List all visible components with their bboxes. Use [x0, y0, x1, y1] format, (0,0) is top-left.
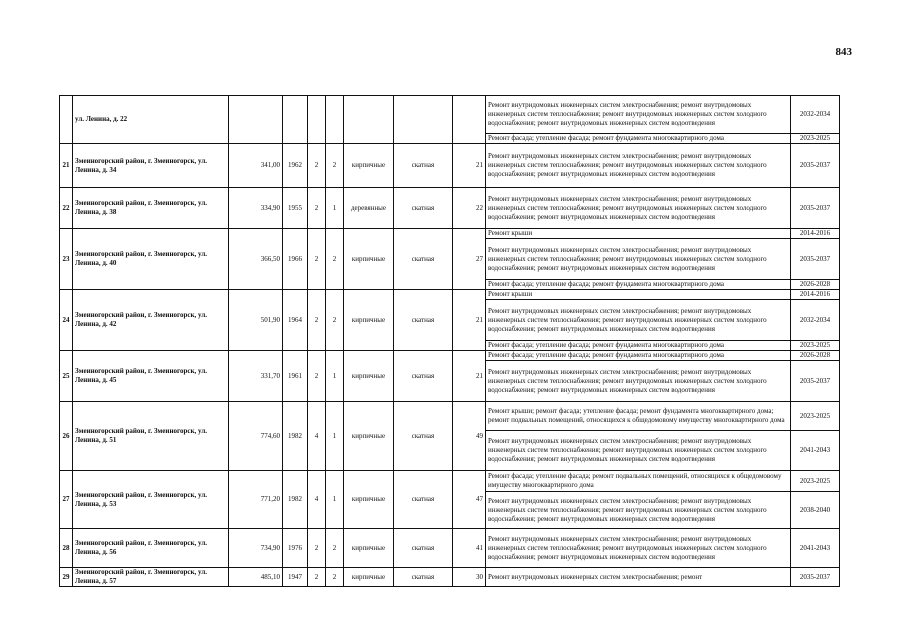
work-period: 2041-2043: [791, 431, 840, 471]
table-body: [60, 96, 840, 587]
entrances-count: 1: [326, 351, 344, 402]
table-row: [60, 96, 840, 134]
roof-type: скатная: [394, 290, 453, 351]
build-year: 1966: [283, 229, 308, 290]
work-description: Ремонт внутридомовых инженерных систем электроснабжения; ремонт внутридомовых инженерных систем теплоснабжения; ремонт внутридомовых инженерных систем холодного водоснабжения; ремонт внутридомовых инженерных систем водоотведения: [486, 492, 791, 529]
floors-count: 4: [308, 471, 326, 529]
table-row: [60, 229, 840, 239]
work-period: 2023-2025: [791, 471, 840, 492]
work-period: 2026-2028: [791, 351, 840, 361]
work-description: Ремонт фасада; утепление фасада; ремонт фундамента многоквартирного дома: [486, 280, 791, 290]
flats-count: 30: [453, 568, 486, 587]
house-number: 26: [60, 402, 73, 471]
roof-type: скатная: [394, 471, 453, 529]
floors-count: 2: [308, 188, 326, 229]
house-address: Змеиногорский район, г. Змеиногорск, ул. Ленина, д. 34: [73, 144, 229, 188]
table-row: [60, 471, 840, 492]
build-year: 1982: [283, 471, 308, 529]
entrances-count: 2: [326, 568, 344, 587]
work-description: Ремонт внутридомовых инженерных систем электроснабжения; ремонт внутридомовых инженерных систем теплоснабжения; ремонт внутридомовых инженерных систем холодного водоснабжения; ремонт внутридомовых инженерных систем водоотведения: [486, 529, 791, 568]
work-description: Ремонт внутридомовых инженерных систем электроснабжения; ремонт внутридомовых инженерных систем теплоснабжения; ремонт внутридомовых инженерных систем холодного водоснабжения; ремонт внутридомовых инженерных систем водоотведения: [486, 300, 791, 341]
work-description: Ремонт внутридомовых инженерных систем электроснабжения; ремонт: [486, 568, 791, 587]
build-year: 1982: [283, 402, 308, 471]
page-number: 843: [835, 46, 852, 58]
house-address: Змеиногорский район, г. Змеиногорск, ул. Ленина, д. 53: [73, 471, 229, 529]
house-address: Змеиногорский район, г. Змеиногорск, ул. Ленина, д. 51: [73, 402, 229, 471]
wall-material: кирпичные: [344, 402, 394, 471]
work-period: 2035-2037: [791, 568, 840, 587]
roof-type: скатная: [394, 529, 453, 568]
roof-type: скатная: [394, 188, 453, 229]
house-address: Змеиногорский район, г. Змеиногорск, ул. Ленина, д. 42: [73, 290, 229, 351]
house-area: 334,90: [229, 188, 283, 229]
entrances-count: 1: [326, 402, 344, 471]
table-row: [60, 529, 840, 568]
work-period: 2032-2034: [791, 300, 840, 341]
entrances-count: 1: [326, 471, 344, 529]
house-address: Змеиногорский район, г. Змеиногорск, ул. Ленина, д. 56: [73, 529, 229, 568]
table-row: [60, 144, 840, 188]
house-number: 28: [60, 529, 73, 568]
floors-count: 2: [308, 229, 326, 290]
work-description: Ремонт фасада; утепление фасада; ремонт фундамента многоквартирного дома: [486, 341, 791, 351]
flats-count: 21: [453, 290, 486, 351]
floors-count: 2: [308, 351, 326, 402]
house-area: 771,20: [229, 471, 283, 529]
wall-material: кирпичные: [344, 229, 394, 290]
work-description: Ремонт внутридомовых инженерных систем электроснабжения; ремонт внутридомовых инженерных систем теплоснабжения; ремонт внутридомовых инженерных систем холодного водоснабжения; ремонт внутридомовых инженерных систем водоотведения: [486, 96, 791, 134]
work-description: Ремонт внутридомовых инженерных систем электроснабжения; ремонт внутридомовых инженерных систем теплоснабжения; ремонт внутридомовых инженерных систем холодного водоснабжения; ремонт внутридомовых инженерных систем водоотведения: [486, 144, 791, 188]
build-year: 1947: [283, 568, 308, 587]
house-address: Змеиногорский район, г. Змеиногорск, ул. Ленина, д. 45: [73, 351, 229, 402]
build-year: 1962: [283, 144, 308, 188]
wall-material: [344, 96, 394, 144]
table-row: [60, 188, 840, 229]
house-area: 341,00: [229, 144, 283, 188]
flats-count: 49: [453, 402, 486, 471]
house-area: 366,50: [229, 229, 283, 290]
work-period: 2035-2037: [791, 239, 840, 280]
work-period: 2014-2016: [791, 229, 840, 239]
wall-material: кирпичные: [344, 144, 394, 188]
house-address: Змеиногорский район, г. Змеиногорск, ул. Ленина, д. 38: [73, 188, 229, 229]
build-year: 1964: [283, 290, 308, 351]
work-description: Ремонт внутридомовых инженерных систем электроснабжения; ремонт внутридомовых инженерных систем теплоснабжения; ремонт внутридомовых инженерных систем холодного водоснабжения; ремонт внутридомовых инженерных систем водоотведения: [486, 188, 791, 229]
work-period: 2023-2025: [791, 341, 840, 351]
floors-count: [308, 96, 326, 144]
build-year: [283, 96, 308, 144]
work-period: 2032-2034: [791, 96, 840, 134]
house-address: Змеиногорский район, г. Змеиногорск, ул. Ленина, д. 40: [73, 229, 229, 290]
floors-count: 2: [308, 568, 326, 587]
wall-material: кирпичные: [344, 568, 394, 587]
house-number: 29: [60, 568, 73, 587]
floors-count: 2: [308, 290, 326, 351]
house-number: 25: [60, 351, 73, 402]
work-description: Ремонт крыши: [486, 290, 791, 300]
build-year: 1961: [283, 351, 308, 402]
work-period: 2038-2040: [791, 492, 840, 529]
work-period: 2041-2043: [791, 529, 840, 568]
work-period: 2026-2028: [791, 280, 840, 290]
work-description: Ремонт крыши; ремонт фасада; утепление фасада; ремонт фундамента многоквартирного дома; ремонт подвальных помещений, относящихся к общедомовому имуществу многоквартирного дома: [486, 402, 791, 431]
work-period: 2023-2025: [791, 402, 840, 431]
table-row: [60, 402, 840, 431]
floors-count: 2: [308, 144, 326, 188]
work-description: Ремонт фасада; утепление фасада; ремонт фундамента многоквартирного дома: [486, 134, 791, 144]
wall-material: кирпичные: [344, 290, 394, 351]
house-number: 24: [60, 290, 73, 351]
work-description: Ремонт фасада; утепление фасада; ремонт фундамента многоквартирного дома: [486, 351, 791, 361]
work-description: Ремонт крыши: [486, 229, 791, 239]
entrances-count: 2: [326, 529, 344, 568]
flats-count: 47: [453, 471, 486, 529]
wall-material: кирпичные: [344, 529, 394, 568]
wall-material: кирпичные: [344, 351, 394, 402]
floors-count: 2: [308, 529, 326, 568]
work-description: Ремонт фасада; утепление фасада; ремонт подвальных помещений, относящихся к общедомовому имуществу многоквартирного дома: [486, 471, 791, 492]
table-row: [60, 290, 840, 300]
house-number: 22: [60, 188, 73, 229]
house-address: Змеиногорский район, г. Змеиногорск, ул. Ленина, д. 57: [73, 568, 229, 587]
work-description: Ремонт внутридомовых инженерных систем электроснабжения; ремонт внутридомовых инженерных систем теплоснабжения; ремонт внутридомовых инженерных систем холодного водоснабжения; ремонт внутридомовых инженерных систем водоотведения: [486, 361, 791, 402]
entrances-count: [326, 96, 344, 144]
house-number: 27: [60, 471, 73, 529]
work-description: Ремонт внутридомовых инженерных систем электроснабжения; ремонт внутридомовых инженерных систем теплоснабжения; ремонт внутридомовых инженерных систем холодного водоснабжения; ремонт внутридомовых инженерных систем водоотведения: [486, 431, 791, 471]
work-period: 2035-2037: [791, 144, 840, 188]
house-number: 21: [60, 144, 73, 188]
roof-type: скатная: [394, 144, 453, 188]
floors-count: 4: [308, 402, 326, 471]
work-period: 2023-2025: [791, 134, 840, 144]
roof-type: скатная: [394, 229, 453, 290]
roof-type: скатная: [394, 568, 453, 587]
entrances-count: 2: [326, 144, 344, 188]
work-period: 2014-2016: [791, 290, 840, 300]
house-number: 23: [60, 229, 73, 290]
roof-type: скатная: [394, 402, 453, 471]
house-area: 331,70: [229, 351, 283, 402]
roof-type: скатная: [394, 351, 453, 402]
table-row: [60, 351, 840, 361]
work-period: 2035-2037: [791, 361, 840, 402]
flats-count: 27: [453, 229, 486, 290]
house-address: ул. Ленина, д. 22: [73, 96, 229, 144]
build-year: 1955: [283, 188, 308, 229]
entrances-count: 1: [326, 188, 344, 229]
flats-count: 21: [453, 351, 486, 402]
entrances-count: 2: [326, 290, 344, 351]
housing-repair-table: [59, 95, 840, 587]
flats-count: 41: [453, 529, 486, 568]
house-area: 501,90: [229, 290, 283, 351]
wall-material: деревянные: [344, 188, 394, 229]
flats-count: [453, 96, 486, 144]
house-area: 774,60: [229, 402, 283, 471]
flats-count: 21: [453, 144, 486, 188]
house-area: [229, 96, 283, 144]
house-area: 734,90: [229, 529, 283, 568]
house-area: 485,10: [229, 568, 283, 587]
table-row: [60, 568, 840, 587]
work-description: Ремонт внутридомовых инженерных систем электроснабжения; ремонт внутридомовых инженерных систем теплоснабжения; ремонт внутридомовых инженерных систем холодного водоснабжения; ремонт внутридомовых инженерных систем водоотведения: [486, 239, 791, 280]
flats-count: 22: [453, 188, 486, 229]
work-period: 2035-2037: [791, 188, 840, 229]
roof-type: [394, 96, 453, 144]
entrances-count: 2: [326, 229, 344, 290]
wall-material: кирпичные: [344, 471, 394, 529]
house-number: [60, 96, 73, 144]
build-year: 1976: [283, 529, 308, 568]
